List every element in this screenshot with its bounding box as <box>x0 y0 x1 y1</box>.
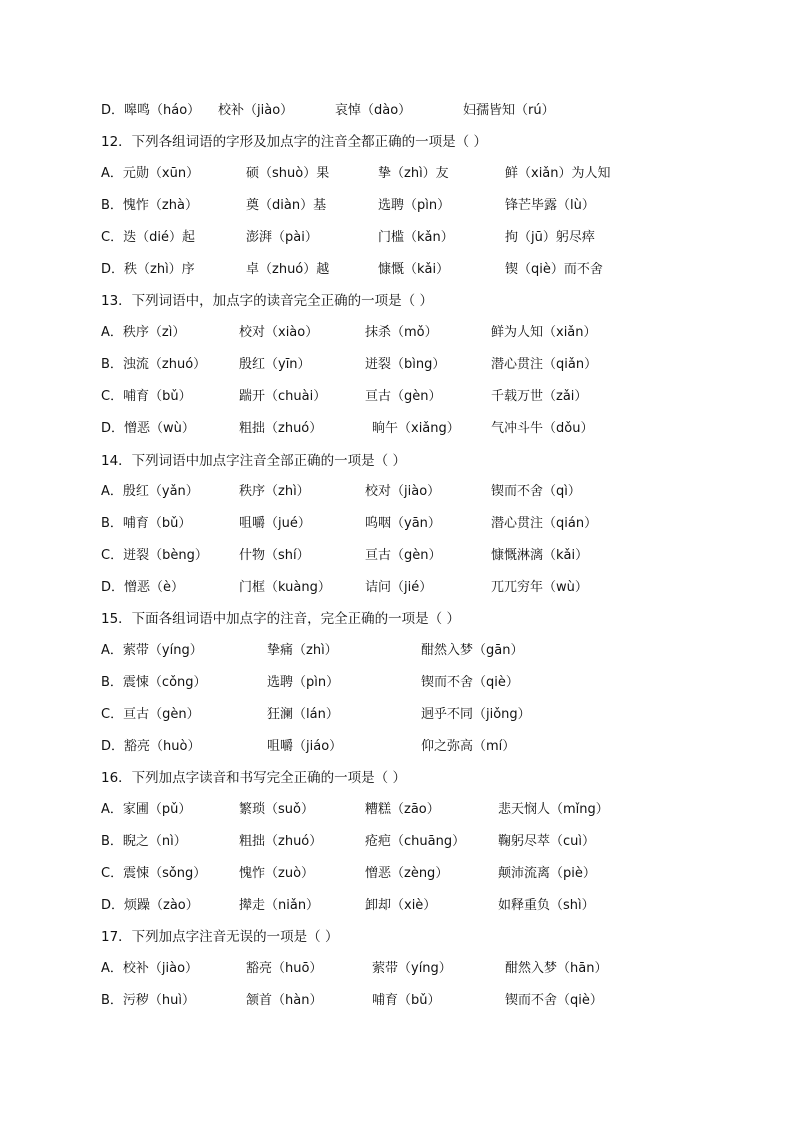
option-word: 踹开（chuài） <box>239 389 327 404</box>
option-word: 憎恶（zèng） <box>365 866 449 881</box>
option-word: 咀嚼（jué） <box>239 516 311 531</box>
option-word: 秩序（zhì） <box>239 484 310 499</box>
option-label-word: A．元勋（xūn） <box>101 166 200 181</box>
option-word: 锲而不舍（qiè） <box>505 993 603 1008</box>
option-word: 萦带（yíng） <box>372 961 452 976</box>
question-stem: 13．下列词语中，加点字的读音完全正确的一项是（ ） <box>101 293 433 309</box>
option-word: 妇孺皆知（rú） <box>463 103 555 118</box>
question-stem: 17．下列加点字注音无误的一项是（ ） <box>101 929 339 945</box>
option-word: 拘（jū）躬尽瘁 <box>505 230 595 245</box>
option-word: 校对（jiào） <box>365 484 441 499</box>
option-word: 卓（zhuó）越 <box>246 262 330 277</box>
option-word: 颔首（hàn） <box>246 993 323 1008</box>
question-stem: 12．下列各组词语的字形及加点字的注音全都正确的一项是（ ） <box>101 134 487 150</box>
option-word: 锲（qiè）而不舍 <box>505 262 603 277</box>
option-word: 门框（kuàng） <box>239 580 331 595</box>
option-word: 酣然入梦（hān） <box>505 961 608 976</box>
option-word: 挚（zhì）友 <box>378 166 449 181</box>
option-label-word: A．秩序（zì） <box>101 325 186 340</box>
option-word: 豁亮（huō） <box>246 961 323 976</box>
option-word: 鲜（xiǎn）为人知 <box>505 166 611 181</box>
question-stem: 14．下列词语中加点字注音全部正确的一项是（ ） <box>101 453 406 469</box>
option-word: 慷慨（kǎi） <box>378 262 450 277</box>
option-word: 亘古（gèn） <box>365 389 442 404</box>
option-word: 疮疤（chuāng） <box>365 834 466 849</box>
option-word: 亘古（gèn） <box>365 548 442 563</box>
option-word: 校补（jiào） <box>218 103 294 118</box>
option-word: 酣然入梦（gān） <box>421 643 524 658</box>
option-word: 潜心贯注（qiǎn） <box>491 357 598 372</box>
option-word: 门槛（kǎn） <box>378 230 454 245</box>
option-word: 狂澜（lán） <box>267 707 339 722</box>
option-label-word: C．哺育（bǔ） <box>101 389 192 404</box>
option-word: 粗拙（zhuó） <box>239 834 323 849</box>
option-word: 仰之弥高（mí） <box>421 739 516 754</box>
option-word: 选聘（pìn） <box>378 198 451 213</box>
option-word: 撵走（niǎn） <box>239 898 320 913</box>
option-word: 硕（shuò）果 <box>246 166 330 181</box>
option-word: 气冲斗牛（dǒu） <box>491 421 594 436</box>
option-label-word: B．浊流（zhuó） <box>101 357 207 372</box>
option-word: 呜咽（yān） <box>365 516 441 531</box>
option-label-word: C．亘古（gèn） <box>101 707 200 722</box>
option-word: 迥乎不同（jiǒng） <box>421 707 531 722</box>
option-word: 迸裂（bìng） <box>365 357 446 372</box>
option-word: 颠沛流离（piè） <box>498 866 596 881</box>
option-word: 粗拙（zhuó） <box>239 421 323 436</box>
option-label-word: C．迭（dié）起 <box>101 230 195 245</box>
option-label-word: D．嗥鸣（háo） <box>101 103 201 118</box>
option-word: 奠（diàn）基 <box>246 198 327 213</box>
option-label-word: D．憎恶（wù） <box>101 421 195 436</box>
option-word: 鲜为人知（xiǎn） <box>491 325 597 340</box>
question-stem: 16．下列加点字读音和书写完全正确的一项是（ ） <box>101 770 406 786</box>
option-word: 如释重负（shì） <box>498 898 595 913</box>
option-word: 哺育（bǔ） <box>372 993 441 1008</box>
option-word: 悲天悯人（mǐng） <box>498 802 609 817</box>
option-word: 澎湃（pài） <box>246 230 318 245</box>
option-label-word: D．憎恶（è） <box>101 580 185 595</box>
option-word: 鞠躬尽萃（cuì） <box>498 834 595 849</box>
option-label-word: A．萦带（yíng） <box>101 643 203 658</box>
option-label-word: A．殷红（yǎn） <box>101 484 199 499</box>
option-word: 兀兀穷年（wù） <box>491 580 588 595</box>
option-label-word: B．睨之（nì） <box>101 834 187 849</box>
option-label-word: C．迸裂（bèng） <box>101 548 208 563</box>
option-label-word: A．家圃（pǔ） <box>101 802 192 817</box>
option-word: 千载万世（zǎi） <box>491 389 588 404</box>
option-label-word: A．校补（jiào） <box>101 961 199 976</box>
option-label-word: B．哺育（bǔ） <box>101 516 192 531</box>
option-word: 诘问（jié） <box>365 580 433 595</box>
option-label-word: C．震悚（sǒng） <box>101 866 207 881</box>
option-word: 潜心贯注（qián） <box>491 516 598 531</box>
option-label-word: D．豁亮（huò） <box>101 739 201 754</box>
option-word: 哀悼（dào） <box>335 103 412 118</box>
option-word: 什物（shí） <box>239 548 310 563</box>
option-word: 锲而不舍（qiè） <box>421 675 519 690</box>
question-stem: 15．下面各组词语中加点字的注音，完全正确的一项是（ ） <box>101 611 460 627</box>
option-word: 卸却（xiè） <box>365 898 437 913</box>
option-word: 校对（xiào） <box>239 325 319 340</box>
option-word: 慷慨淋漓（kǎi） <box>491 548 589 563</box>
option-word: 殷红（yīn） <box>239 357 311 372</box>
option-label-word: B．污秽（huì） <box>101 993 196 1008</box>
option-word: 咀嚼（jiáo） <box>267 739 343 754</box>
option-word: 锋芒毕露（lù） <box>505 198 595 213</box>
option-label-word: B．愧怍（zhà） <box>101 198 198 213</box>
option-word: 愧怍（zuò） <box>239 866 315 881</box>
option-word: 繁琐（suǒ） <box>239 802 314 817</box>
option-label-word: D．烦躁（zào） <box>101 898 199 913</box>
option-word: 晌午（xiǎng） <box>372 421 460 436</box>
option-label-word: B．震悚（cǒng） <box>101 675 207 690</box>
option-label-word: D．秩（zhì）序 <box>101 262 195 277</box>
option-word: 挚痛（zhì） <box>267 643 338 658</box>
option-word: 糟糕（zāo） <box>365 802 440 817</box>
option-word: 抹杀（mǒ） <box>365 325 438 340</box>
option-word: 选聘（pìn） <box>267 675 340 690</box>
option-word: 锲而不舍（qì） <box>491 484 581 499</box>
